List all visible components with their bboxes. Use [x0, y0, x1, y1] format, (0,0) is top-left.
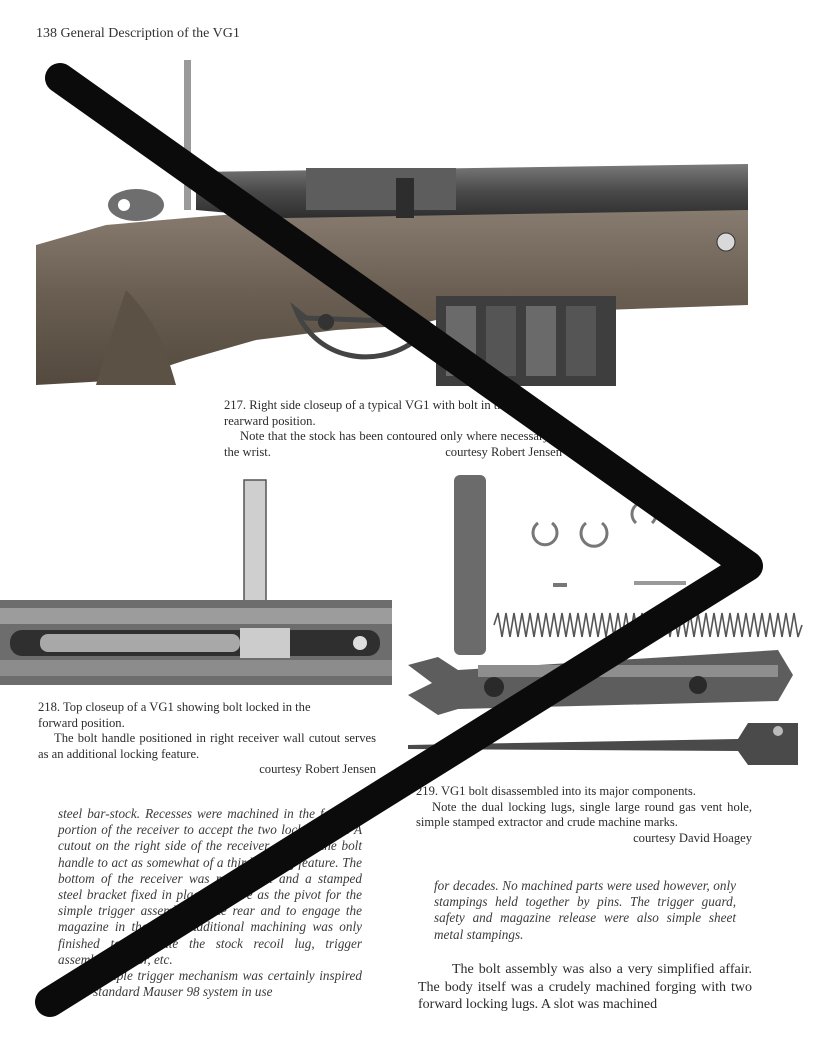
- caption-line: 218. Top closeup of a VG1 showing bolt locked in the: [38, 700, 311, 714]
- body-paragraph: steel bar-stock. Recesses were machined in the forward portion of the receiver to accept the two locking lugs. A cutout on the right side of the receiver allowed the bolt handle to act as somewhat of a third locking feature. The bottom of the receiver was milled flat and a stamped steel bracket fixed in place to serve as the pivot for the simple trigger assembly in the rear and to engage the magazine in the front. Additional machining was only finished to facilitate the stock recoil lug, trigger assembly, ejector, etc.: [58, 806, 362, 967]
- body-paragraph: The simple trigger mechanism was certainly inspired by the standard Mauser 98 system in use: [58, 968, 362, 1000]
- body-paragraph: for decades. No machined parts were used however, only stampings held together by pins. The trigger guard, safety and magazine release were also simple sheet metal stampings.: [434, 878, 736, 942]
- caption-note: The bolt handle positioned in right receiver wall cutout serves as an additional locking feature.: [38, 731, 376, 761]
- caption-line: 219. VG1 bolt disassembled into its major components.: [416, 784, 696, 798]
- photo-credit: courtesy Robert Jensen: [445, 444, 562, 459]
- caption-note: Note that the stock has been contoured only where necessary at the wrist.: [224, 429, 562, 459]
- body-paragraph: The bolt assembly was also a very simplified affair. The body itself was a crudely machined forging with two forward locking lugs. A slot was machined: [418, 962, 752, 1012]
- photo-credit: courtesy Robert Jensen: [259, 762, 376, 776]
- caption-line: 217. Right side closeup of a typical VG1 with bolt in the: [224, 398, 510, 412]
- caption-note: Note the dual locking lugs, single large round gas vent hole, simple stamped extractor and crude machine marks.: [416, 799, 752, 829]
- page-header: 138 General Description of the VG1: [36, 26, 240, 41]
- caption-line: forward position.: [38, 715, 125, 730]
- caption-line: rearward position.: [224, 413, 316, 428]
- photo-credit: courtesy David Hoagey: [633, 830, 752, 845]
